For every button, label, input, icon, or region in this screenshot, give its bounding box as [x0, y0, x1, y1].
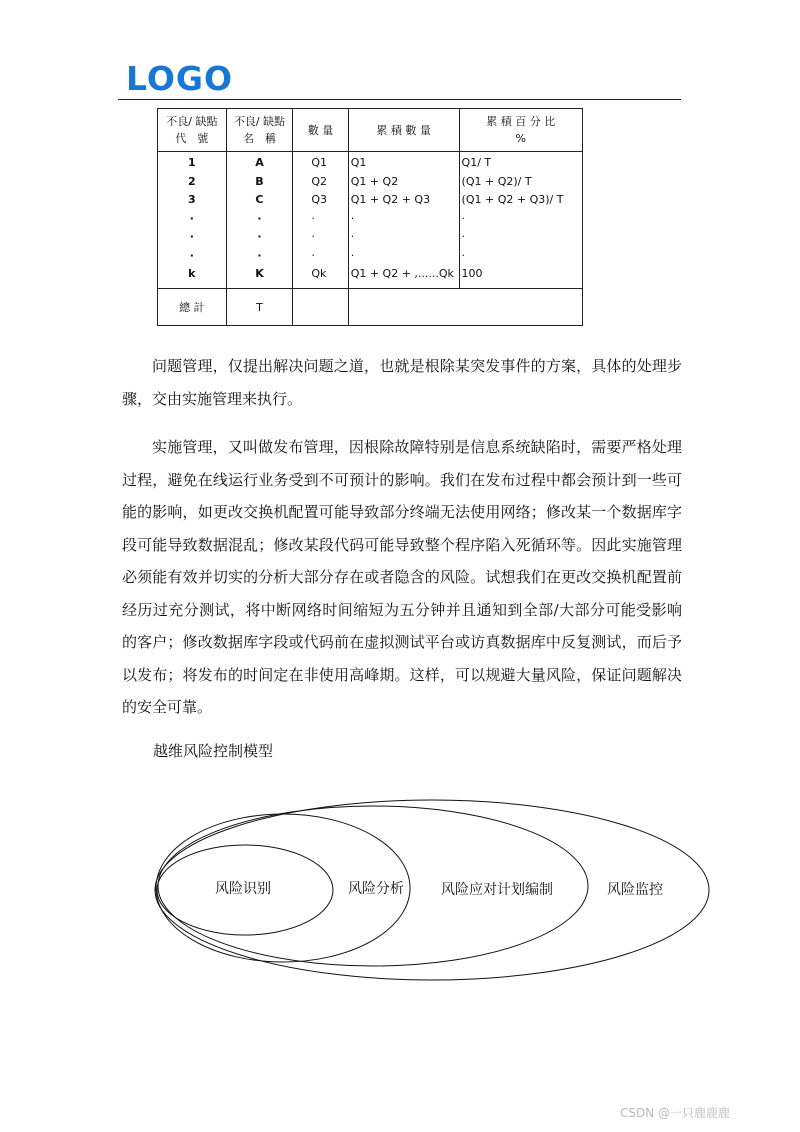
header-cumulative: 累 積 數 量: [348, 109, 459, 152]
total-empty-cell: [348, 289, 582, 326]
table-cell: ·: [257, 248, 262, 262]
table-total-row: [158, 289, 583, 326]
table-cell: Q1/ T: [461, 156, 492, 169]
table-cell: 100: [461, 267, 483, 280]
table-cell: ·: [461, 211, 466, 225]
total-value: T: [226, 289, 293, 326]
header-qty: 數 量: [293, 109, 348, 152]
total-empty-cell: [293, 289, 348, 326]
table-cell: K: [255, 267, 264, 280]
header-code: 不良/ 缺點 代 號: [158, 109, 227, 152]
table-cell: ·: [257, 230, 262, 243]
code-column: [158, 152, 227, 289]
label-response-planning: 风险应对计划编制: [441, 882, 553, 898]
table-cell: ·: [257, 211, 262, 225]
table-cell: ·: [350, 230, 355, 243]
label-identification: 风险识别: [215, 881, 271, 897]
watermark: CSDN @一只鹿鹿鹿: [620, 1106, 731, 1120]
table-cell: k: [188, 267, 196, 280]
table-cell: Q1 + Q2 + ,......Qk: [350, 267, 454, 280]
table-cell: ·: [350, 211, 355, 225]
table-cell: A: [255, 156, 264, 169]
table-cell: (Q1 + Q2)/ T: [461, 174, 532, 188]
table-header-row: [158, 109, 583, 152]
label-analysis: 风险分析: [348, 881, 404, 897]
percent-column: [459, 152, 582, 289]
table-cell: Qk: [311, 267, 327, 280]
paragraph-problem-management: 问题管理，仅提出解决问题之道，也就是根除某突发事件的方案，具体的处理步骤，交由实施管理来执行。: [122, 357, 682, 408]
logo: LOGO: [126, 59, 234, 98]
table-cell: 3: [187, 193, 196, 206]
header-rule: [118, 99, 681, 100]
label-monitoring: 风险监控: [607, 882, 663, 898]
table-cell: 2: [187, 174, 196, 188]
table-cell: Q1: [350, 156, 367, 169]
cumulative-column: [348, 152, 459, 289]
table-cell: ·: [311, 230, 315, 243]
table-cell: Q3: [311, 193, 327, 206]
table-cell: ·: [311, 248, 315, 262]
qty-column: [293, 152, 348, 289]
header-name: 不良/ 缺點 名 稱: [226, 109, 293, 152]
table-cell: Q1 + Q2: [350, 174, 399, 188]
diagram-title: 越维风险控制模型: [153, 742, 274, 760]
table-cell: B: [255, 174, 264, 188]
table-cell: ·: [350, 248, 355, 262]
table-cell: ·: [189, 211, 194, 225]
name-column: [226, 152, 293, 289]
table-cell: Q2: [311, 174, 327, 188]
table-cell: Q1 + Q2 + Q3: [350, 193, 431, 206]
table-cell: 1: [187, 156, 196, 169]
table-body-row: [158, 152, 583, 289]
total-label: 總 計: [158, 289, 227, 326]
table-cell: Q1: [311, 156, 327, 169]
paragraph-implementation-management: 实施管理，又叫做发布管理，因根除故障特别是信息系统缺陷时，需要严格处理过程，避免在线运行业务受到不可预计的影响。我们在发布过程中都会预计到一些可能的影响，如更改交换机配置可能导致部分终端无法使用网络；修改某一个数据库字段可能导致数据混乱；修改某段代码可能导致整个程序陷入死循环等。因此实施管理必须能有效并切实的分析大部分存在或者隐含的风险。试想我们在更改交换机配置前经历过充分测试，将中断网络时间缩短为五分钟并且通知到全部/大部分可能受影响的客户；修改数据库字段或代码前在虚拟测试平台或访真数据库中反复测试，而后予以发布；将发布的时间定在非使用高峰期。这样，可以规避大量风险，保证问题解决的安全可靠。: [122, 438, 682, 716]
table-cell: ·: [189, 230, 194, 243]
risk-model-diagram: [0, 780, 800, 1000]
table-cell: ·: [311, 211, 315, 225]
table-cell: (Q1 + Q2 + Q3)/ T: [461, 193, 564, 206]
table-cell: ·: [189, 248, 194, 262]
table-cell: ·: [461, 230, 466, 243]
header-percent: 累 積 百 分 比 %: [459, 109, 582, 152]
table-cell: ·: [461, 248, 466, 262]
table-cell: C: [255, 193, 264, 206]
pareto-table: [157, 108, 583, 326]
